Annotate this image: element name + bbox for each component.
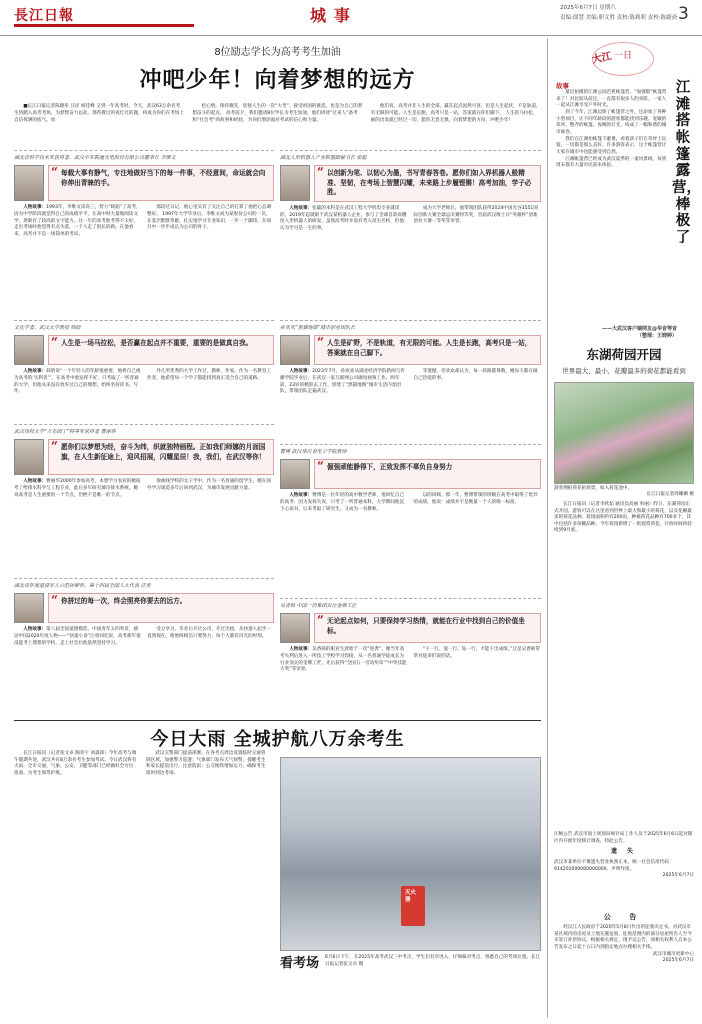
story-label: 人物故事： [289,205,313,211]
story-text-2: 外几所优秀的大学工作过，教师、作家，作为一名教育工作者，他希望每一个学子都能找到真正适合自己的道路。 [147,369,272,381]
portrait-photo [14,439,44,475]
card-quote: “ 无论起点如何，只要保持学习热情，就能在行业中找到自己的价值坐标。 [314,613,541,643]
profile-card-wu-xianghan [280,598,541,716]
lead-kicker: 8位励志学长为高考考生加油 [214,47,341,58]
sidebar-paragraph: 江滩帐篷营已经成为武汉夏季的一道风景线，每到周末都有大量市民前来体验。 [556,156,667,169]
lotus-article [554,346,694,598]
fire-extinguisher-sign-text: 灭火器 [405,890,417,903]
profile-card-han-han [14,320,274,420]
lead-intro-col-1 [14,104,184,124]
sidebar-label: 故事 [556,82,569,90]
card-tagline: 湖北省年度退役军人示范孙柳哲、第十四届全国人大代表 汪勇 [14,583,151,589]
story-text: 1993年，李维文读高三，智力“缺陷”了高考，因为中学阶段就觉得自己的成绩平平，在高中时大量地阅读文学，逐渐有了较高的文字能力。这一年的高考他考得不太好，走出考场时他觉得有点失落，一个人走了很长的路。在他看来，高考并不是一场简单的考试。 [14,205,141,237]
card-tagline: 湖北人形机器人产业联盟副秘书长 张聪 [280,155,367,161]
badge-main-text: 大江 [590,51,613,66]
story-text: 第八届全国道德模范、中国青年五四奖章，感动中国2020年度人物——“快递小哥”汪勇回忆说，高考那年他没能考上理想的学校，走上社会后他依然坚持学习。 [14,627,141,646]
story-text: 2023年7月，孙欢欢从湖北经济学院新闻与传播学院毕业后，在武汉一家互联网公司做短视频工作。两年前，23岁的她辞去工作，创建了“黑猫地图”城市生活内容团队，带领团队走遍武汉。 [280,369,405,395]
bottom-headline: 今日大雨 全城护航八万余考生 [150,729,405,750]
notice-date: 2025年6月7日 [662,873,694,879]
card-quote: “ 你拼过的每一次，终会照亮你要去的远方。 [48,593,274,623]
story-label: 人物故事： [289,493,313,499]
portrait-photo [280,613,310,643]
portrait-photo [280,335,310,365]
notice-title: 遗 失 [610,848,638,856]
bottom-article [14,720,541,1016]
notice-body: 武汉市某单位不慎遗失营业执照正本，统一社会信用代码：914201000000000000，声明作废。 [554,860,674,872]
caption-text: 6月6日下午，在2025年高考武汉三中考点，学生们有序进入，仔细核对考点，熟悉自己的考场位置。长江日报记者张文卓 摄 [325,955,541,967]
card-tagline: 武汉体校大学“万名园丁”特等奖获得者 曹丽华 [14,429,116,435]
story-text-2: 受分享习，毕业后开过公司，开过出租，从快递人起步一直到现在，他始终相信只要努力，每个人都有闪光的时刻。 [147,627,272,639]
date-line: 2025年6月7日 星期六 [560,5,616,11]
lotus-subheadline: 世界最大、最小，花瓣最多的荷花都能看到 [562,367,686,376]
portrait-photo [14,335,44,365]
portrait-photo [14,165,44,201]
story-text-2: “干一行、爱一行、钻一行，才能干出成绩。”这是吴香韩常常对徒弟们说的话。 [413,647,540,659]
lotus-caption: 游客拥拍荷花拍场景，如入荷花池中。 [554,485,633,491]
story-label: 人物故事： [289,369,313,375]
portrait-photo [280,459,310,489]
editor-line: （整理：王晓婷） [637,333,678,340]
exam-hall-photo [280,757,541,951]
editors-line: 责编:郎慧 美编:职文胜 责校:陈莉莉 责校:陈疆斋 [560,14,678,21]
story-text: 曹丽华2000年参加高考，本想学习农业的她报考了给排水科学与工程专业，此后多年研究城市排水系统。她说高考是人生重要的一个节点，但绝不是唯一的节点。 [14,479,141,498]
sidebar-paragraph: 到了今年，江滩边除了帐篷营之外，还添加了各种小型项目，让不同年龄段的游客都能找到乐趣。宽敞的草坪、整齐的帐篷、夜晚的灯光，构成了一幅和谐的城市画卷。 [556,109,667,135]
card-tagline: 文化学者、武汉大学教授 韩晗 [14,325,81,331]
public-notice-date: 2025年6月7日 [662,958,694,964]
lead-intro-col-2 [192,104,362,124]
story-text: 张聪的本科是在武汉工程大学机电专业就读的，2019年起就职于武汉某机器人企业，参与了全球首款高精度人形机器人的研发。虽然高考时并没有考入顶尖名校，但他认为学习是一生的事。 [280,205,407,231]
sidebar-story [554,40,701,340]
bottom-col-2-text: 武汉交警部门提前部署，在各考点周边设置临时交通管制区域，加强警力巡逻；气象部门发布天气预警，提醒考生和家长提前出行，注意防雨；公交地铁增加运力，确保考生准时到达考场。 [146,751,266,776]
story-label: 人物故事： [23,479,47,485]
lead-headline: 冲吧少年！向着梦想的远方 [139,67,416,93]
public-notice-signer: 武汉市城市更新中心 [652,951,694,957]
lead-intro-col-3 [371,104,541,124]
card-quote: “ 每载大事有静气，专注地做好当下的每一件事，不经意间，命运就会向你伸出青睐的手。 [48,165,274,201]
story-label: 人物故事： [289,647,313,653]
story-text-2: 那段过日记，他心里头有了关注自己的打算了他把心态调整好。 1997年大学毕业后，李维文成为某股份公司的一员，在基层默默奉献，扎实地学习专业知识，一步一个脚印，在项目中一步步成长为公司的骨干。 [147,205,272,231]
story-label: 人物故事： [23,627,47,633]
signature-line: ——大武汉客户端网友@华音琴音 [602,326,678,332]
card-quote: “ 以创新为笔、以韧心为墨，书写青春答卷。愿你们如入界机器人般精准、坚韧，在考场上智慧闪耀，未来路上步履铿锵！高考加油，学子必胜。 [314,165,541,202]
photo-caption [280,955,541,974]
story-label: 人物故事： [23,369,47,375]
card-tagline: 曹博 武汉华仪表电子学院教师 [280,449,347,455]
lotus-credit: 长江日报记者周姗姗 摄 [646,492,694,498]
story-text-2: 俞曲线学校的女子学中，作为一名普通的留学生，她在国外学习深造多年后回到武汉，为城市发展贡献力量。 [147,479,272,491]
public-notice-body: 经汉江人民政府于2020年5月8日作出的征收决定书，对武汉市某区域内的房屋及土地实施征收，征收范围内的部分房屋所有人至今未签订补偿协议。根据相关规定，现予以公告，请相关权利人自本公告发布之日起十五日内到指定地点办理相关手续。 [554,925,692,951]
lotus-body [554,502,694,535]
story-text-2: 成为大学老师后，他带领团队获得2024中国光谷3551国际创新大赛全球总决赛特等奖，首届武汉唯士日“英雄杯”创新创业大赛一等奖等荣誉。 [413,205,538,225]
lotus-headline: 东湖荷园开园 [586,347,662,362]
lead-intro-text-2: 松心情，保持微笑，迎接人生的一次“大考”。接受祖国的挑选，也是为自己的梦想奋斗的起点。 高考前夕，我们邀请8位学长为考生加油，他们讲述“过来人”备考和“社会考”的故事和经验，为你们增添面对考试的信心和力量。 [192,104,363,123]
profile-card-cao-bo [280,444,541,594]
lead-intro-text-3: 他们说，高考并非人生的全部，赢在起点固然可喜，但是人生起伏，不是轨道，有无限的可能。人生是长跑，高考只是一站，答案就在你们脚下。 人生的马拉松，画的出发就已经过一切，愿你无畏无惧，向着梦想的方向，冲吧少年！ [370,104,541,123]
sidebar-paragraph: 我们在江滩拍帐篷下避暑，看着孩子们在草坪上玩耍，一切都是那么美好。许多游客表示，这个帐篷营让大家在城市中也能感受到自然。 [556,136,667,155]
card-quote: “ 人生是矿野，不是轨道，有无限的可能。人生是长跑，高考只是一站，答案就在自己脚下。 [314,335,541,365]
public-notice-title: 公 告 [603,913,645,921]
sidebar-paragraph: 最近拍摄的江滩公园芭蕉帐篷营，“加强版”帐篷营来了！对比较从前还，一直都有很多人的身影。一家人一起从江滩享受户外时光。 [556,90,667,109]
badge-sub-text: 一日 [614,51,633,61]
story-text: 曹博是一位年轻的高中数学老师，他回忆自己的高考：因为发挥失误，只考了一所普通本科。大学期间他沉下心读书，后来考取了研究生，又成为一名教师。 [280,493,405,512]
profile-card-cao-lihua [14,424,274,574]
story-label: 人物故事： [23,205,47,211]
public-notice [554,912,694,965]
caption-title: 看考场 [280,956,320,971]
profile-card-li-weiwen [14,150,274,316]
sidebar-text [556,90,668,170]
header-info [560,4,677,24]
lead-intro-text-1: ■长江日报记者陈晓彤 汪洋 杨佳峰 又到一年高考时。今天，武汉63万余名考生将踏入高考考场，为梦想奋力以赴。那些教过的夜灯过的题，将成为你们在考场上自信挥洒的底气。放 [14,104,184,123]
bottom-col-1 [14,751,138,778]
lead-intro [14,104,541,124]
header-red-bar [14,24,194,27]
lotus-body-text: 长江日报讯（记者李欣茹 通讯员高丽 单丽）昨日，东湖荷园正式开园。游客可以在这里看到世界上最大和最小的荷花，以及花瓣最多的荷花品种。荷园面积约有200亩，种植荷花品种有700多个，其中包括许多珍稀品种。今年荷园新增了一批观赏荷花，开放时间将持续到9月底。 [554,501,692,534]
card-quote: “ 人生是一场马拉松，是否赢在起点并不重要，重要的是做真自我。 [48,335,274,365]
card-quote: “ 愿你们以梦想为经，奋斗为纬，织就独特画程。正如我们师娜的月面国旗，在人生新征途上，迎风招展，闪耀星辰！我，我们，在武汉等你！ [48,439,274,475]
card-tagline: 孙欢欢“黑猫地图”城市创业团队长 [280,325,356,331]
portrait-photo [280,165,310,201]
card-quote: “ 倔强顽能静得下，正致发挥不辜负自身努力 [314,459,541,489]
bottom-col-2 [146,751,270,778]
story-text-2: 等遗憾，但欢欢却认为，每一段路都算数，她每天都在做自己热爱的事。 [413,369,538,381]
story-text-2: 以的回顾。那一年，曹博带领的班级在高考中取得了优异的成绩，他说：成绩并不是衡量一个人的唯一标准。 [413,493,538,505]
card-tagline: 吴香韩 中国一冶集团首位金牌工匠 [280,603,357,609]
card-tagline: 湖北省科学技术奖获得者、武汉中车联通光电股份有限公司董事长 李维文 [14,155,176,161]
lost-notice [554,832,694,880]
lotus-photo [554,382,694,484]
story-text: 韩晗说“一个年轻人的年龄很重要，他将自己视为高考的‘失利者’”。在高考中他发挥不好，只考取了一所普通的大学，但他从来没有放弃过自己的理想，始终坚持读书、写作。 [14,369,141,395]
page-header [0,0,702,36]
portrait-photo [14,593,44,623]
page-number: 3 [678,4,689,24]
story-text: 吴香韩的职业生涯始于一次“逆袭”。她当年高考失利后进入一所技工学校学习焊接，从一名普通学徒成长为行业顶尖的金牌工匠，先后获得“全国五一劳动奖章”“中华技能大奖”等荣誉。 [280,647,407,673]
section-title: 城事 [310,6,359,25]
bottom-col-1-text: 长江日报讯（记者张文卓 陶青宇 刘淼锋）今年高考与端午假期共迎，武汉共有8万余名考生参加考试。今日武汉将有大雨，全市交通、气象、公安、卫健等部门已经做好全方位准备，为考生保驾护航。 [14,751,137,776]
sidebar-signature [602,326,677,341]
sidebar-vertical-title: 江滩搭帐篷露营，棒极了 [672,80,701,247]
column-badge [592,40,654,80]
profile-card-wang-yong [14,578,274,716]
profile-card-zhang-cong [280,150,541,316]
column-divider [547,38,548,1018]
lead-article [14,40,541,124]
profile-card-sun-huanhuan [280,320,541,440]
notice-text: 汪帧公告 武汉市国土规划局统计局工作人员于2025年6月6日起对辖区内开展年度统计调查，特此公告。 [554,832,693,844]
newspaper-logo: 長江日報 [14,8,74,24]
